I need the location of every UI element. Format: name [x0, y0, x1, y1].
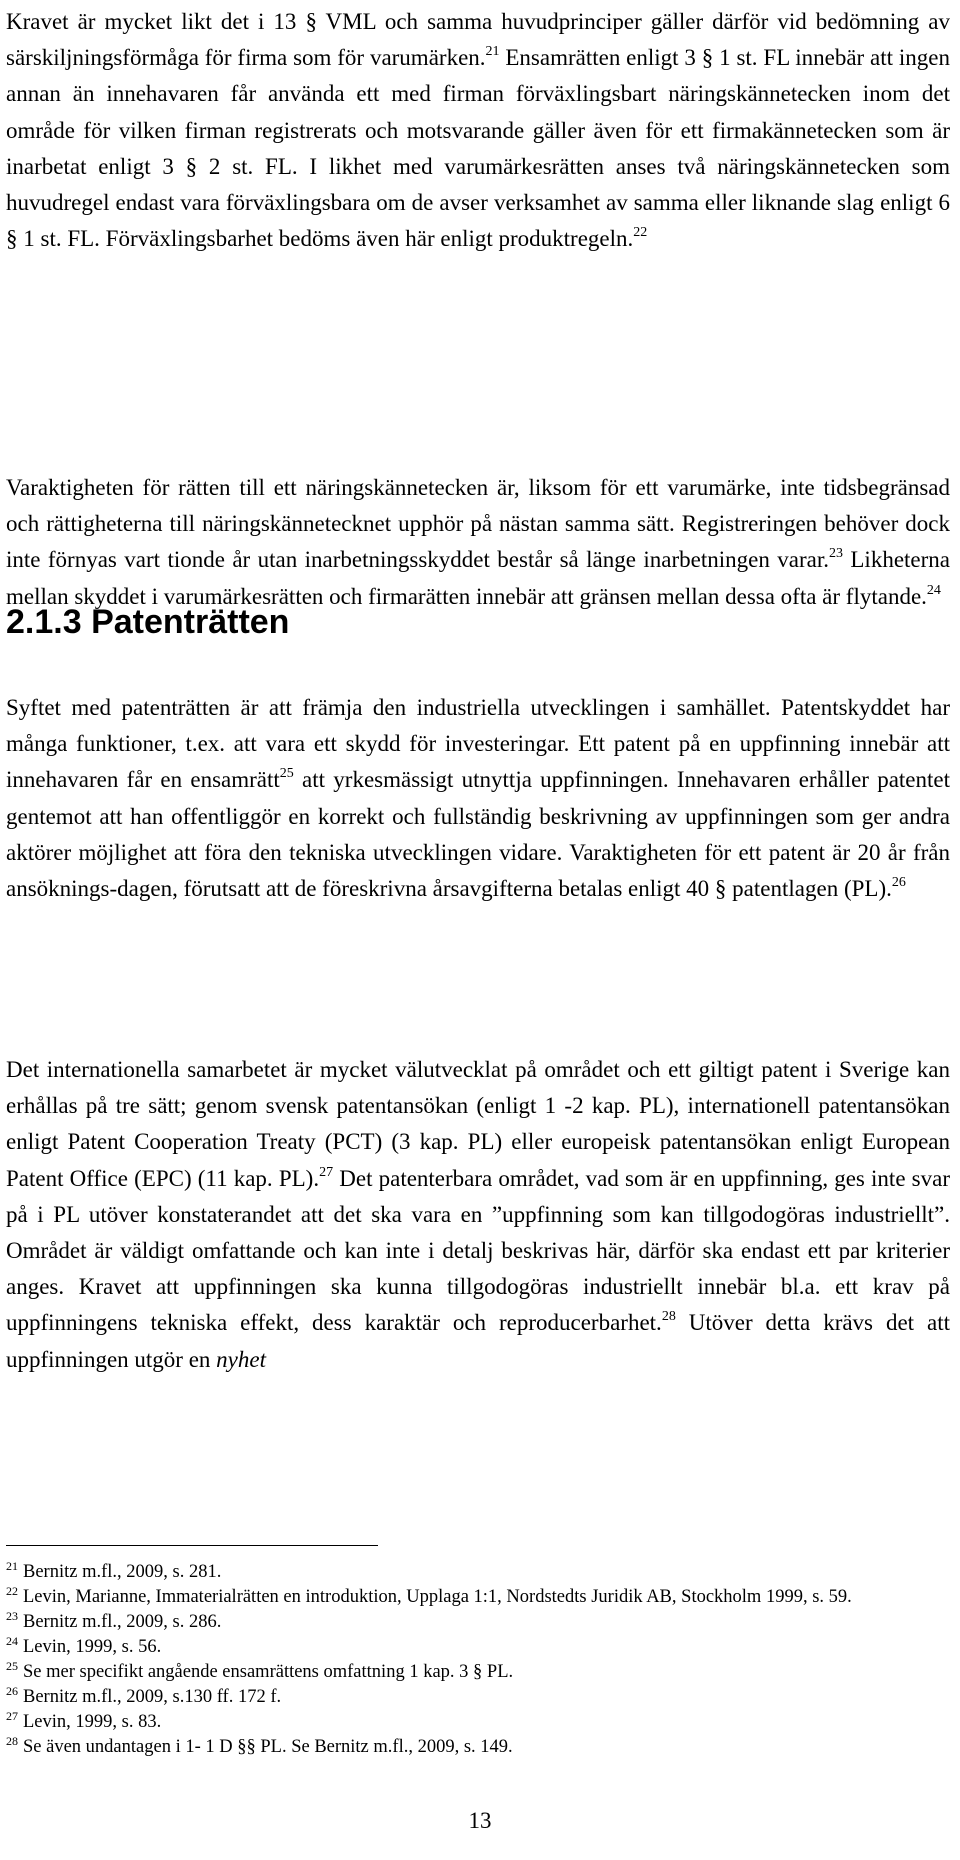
footnote-ref-25[interactable]: 25 — [279, 766, 294, 782]
footnote-ref-27[interactable]: 27 — [319, 1164, 334, 1180]
paragraph-text: Det patenterbara området, vad som är en uppfinning, ges inte svar på i PL utöver konstaterandet att det ska vara en ”uppfinning som kan tillgodogöras industriellt”. Området är väldigt omfattande och kan inte i detalj beskrivas här, därför ska endast ett par kriterier anges. Kravet att uppfinningen ska kunna tillgodogöras industriellt innebär bl.a. ett krav på uppfinningens tekniska effekt, dess karaktär och reproducerbarhet. — [6, 1165, 950, 1336]
paragraph-text: Utöver detta krävs det att uppfinningen utgör en — [6, 1310, 950, 1372]
paragraph-text: Kravet är mycket likt det i 13 § VML och samma huvudprinciper gäller därför vid bedömning av särskiljningsförmåga för firma som för varumärken. — [6, 9, 950, 71]
footnote-text: Bernitz m.fl., 2009, s.130 ff. 172 f. — [23, 1687, 282, 1707]
paragraph-text: Det internationella samarbetet är mycket välutvecklat på området och ett giltigt patent i Sverige kan erhållas på tre sätt; genom svensk patentansökan (enligt 1 -2 kap. PL), internationell patentansökan enligt Patent Cooperation Treaty (PCT) (3 kap. PL) eller europeisk patentansökan enligt European Patent Office (EPC) (11 kap. PL). — [6, 1057, 950, 1191]
footnote-item — [6, 1660, 950, 1685]
footnote-number: 25 — [6, 1659, 18, 1673]
footnote-item — [6, 1585, 950, 1610]
footnote-number: 24 — [6, 1634, 18, 1648]
footnote-item — [6, 1685, 950, 1710]
footnote-text: Levin, Marianne, Immaterialrätten en introduktion, Upplaga 1:1, Nordstedts Juridik AB, Stockholm 1999, s. 59. — [23, 1587, 852, 1607]
footnote-text: Levin, 1999, s. 83. — [23, 1712, 162, 1732]
footnote-ref-22[interactable]: 22 — [633, 225, 648, 241]
section-heading: 2.1.3 Patenträtten — [6, 603, 290, 641]
footnote-number: 23 — [6, 1609, 18, 1623]
footnote-number: 26 — [6, 1684, 18, 1698]
body-paragraph-internationellt — [6, 1052, 950, 1378]
footnote-text: Levin, 1999, s. 56. — [23, 1637, 162, 1657]
footnote-ref-21[interactable]: 21 — [485, 44, 500, 60]
paragraph-text: att yrkesmässigt utnyttja uppfinningen. Innehavaren erhåller patentet gentemot att han offentliggör en korrekt och fullständig beskrivning av uppfinningen som ger andra aktörer möjlighet att föra den tekniska utvecklingen vidare. Varaktigheten för ett patent är 20 år från ansöknings-dagen, förutsatt att de föreskrivna årsavgifterna betalas enligt 40 § patentlagen (PL). — [6, 767, 950, 902]
footnote-ref-28[interactable]: 28 — [661, 1309, 676, 1325]
footnote-list — [6, 1560, 950, 1760]
body-paragraph-varaktighet — [6, 470, 950, 615]
footnote-ref-23[interactable]: 23 — [828, 546, 843, 562]
paragraph-text: Varaktigheten för rätten till ett näringskännetecken är, liksom för ett varumärke, inte tidsbegränsad och rättigheterna till näringskännetecknet upphör på nästan samma sätt. Registreringen behöver dock inte förnyas vart tionde år utan inarbetningsskyddet består så länge inarbetningen varar. — [6, 475, 950, 573]
footnote-text: Se även undantagen i 1- 1 D §§ PL. Se Bernitz m.fl., 2009, s. 149. — [23, 1737, 513, 1757]
paragraph-text: Ensamrätten enligt 3 § 1 st. FL innebär att ingen annan än innehavaren får använda ett med firman förväxlingsbart näringskännetecken inom det område för vilken firman registrerats och motsvarande gäller även för ett firmakännetecken som är inarbetat enligt 3 § 2 st. FL. I likhet med varumärkesrätten anses två näringskännetecken som huvudregel endast vara förväxlingsbara om de avser verksamhet av samma eller liknande slag enligt 6 § 1 st. FL. Förväxlingsbarhet bedöms även här enligt produktregeln. — [6, 45, 950, 252]
footnote-item — [6, 1560, 950, 1585]
footnote-item — [6, 1735, 950, 1760]
footnote-ref-24[interactable]: 24 — [926, 582, 941, 598]
footnote-text: Bernitz m.fl., 2009, s. 281. — [23, 1562, 222, 1582]
footnote-item — [6, 1635, 950, 1660]
footnote-item — [6, 1610, 950, 1635]
footnote-text: Se mer specifikt angående ensamrättens omfattning 1 kap. 3 § PL. — [23, 1662, 514, 1682]
body-paragraph-patent-syfte — [6, 690, 950, 907]
paragraph-text: Likheterna mellan skyddet i varumärkesrätten och firmarätten innebär att gränsen mellan dessa ofta är flytande. — [6, 547, 950, 609]
footnote-ref-26[interactable]: 26 — [891, 875, 906, 891]
footnote-divider — [6, 1545, 378, 1546]
footnote-number: 27 — [6, 1709, 18, 1723]
body-paragraph-firma — [6, 4, 950, 257]
footnote-number: 22 — [6, 1584, 18, 1598]
footnote-text: Bernitz m.fl., 2009, s. 286. — [23, 1612, 222, 1632]
footnote-number: 21 — [6, 1559, 18, 1573]
page-number: 13 — [468, 1808, 492, 1833]
paragraph-text: Syftet med patenträtten är att främja den industriella utvecklingen i samhället. Patentskyddet har många funktioner, t.ex. att vara ett skydd för investeringar. Ett patent på en uppfinning innebär att innehavaren får en ensamrätt — [6, 695, 950, 793]
italic-term: nyhet — [216, 1346, 266, 1372]
footnote-number: 28 — [6, 1734, 18, 1748]
footnote-item — [6, 1710, 950, 1735]
